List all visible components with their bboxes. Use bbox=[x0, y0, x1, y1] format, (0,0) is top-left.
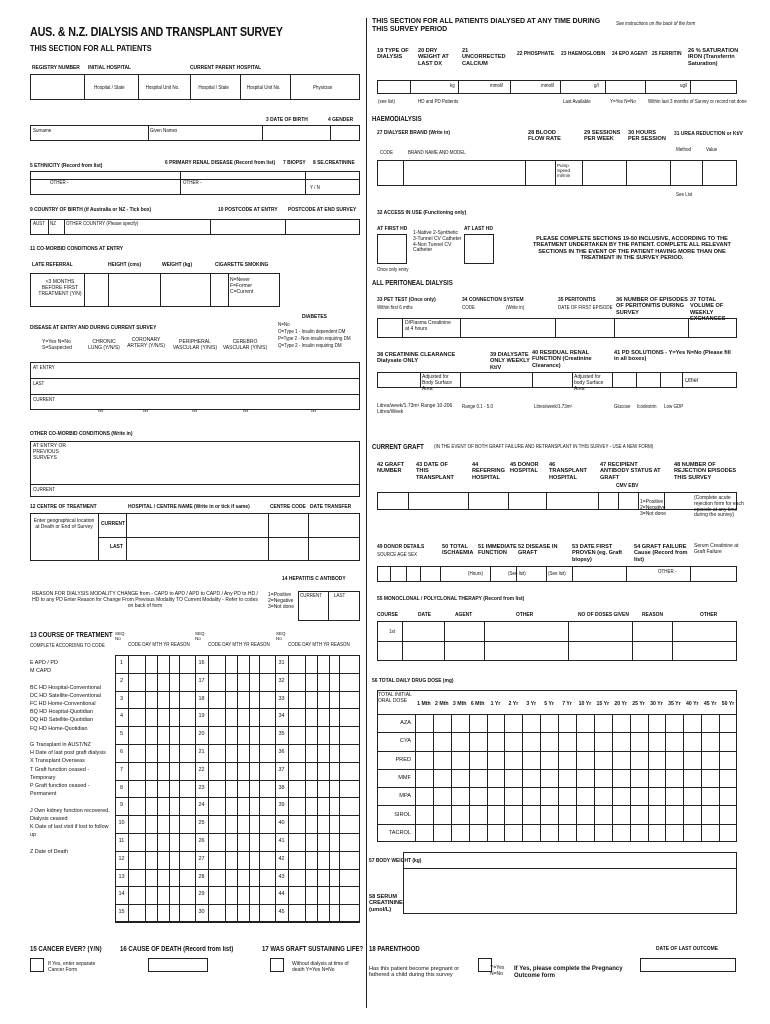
hep-current: CURRENT bbox=[300, 593, 323, 599]
late-referral-label: LATE REFERRAL bbox=[32, 262, 73, 268]
last-centre: LAST bbox=[110, 544, 123, 550]
centre-treatment-label: 12 CENTRE OF TREATMENT bbox=[30, 504, 97, 510]
q51-label: 51 IMMEDIATE FUNCTION bbox=[478, 544, 517, 557]
seq-number: 10 bbox=[118, 820, 125, 827]
treatment-code: DQ HD Satellite-Quotidian bbox=[30, 717, 93, 724]
seq-number: 25 bbox=[198, 820, 205, 827]
seq-number: 44 bbox=[278, 891, 285, 898]
drug-row-label: MPA bbox=[399, 793, 411, 800]
q49-sub: SOURCE AGE SEX bbox=[377, 552, 418, 558]
hospital-centre-label: HOSPITAL / CENTRE NAME (Write in or tick if same) bbox=[128, 504, 250, 510]
glucose-label: Glucose bbox=[614, 404, 631, 410]
time-col-header: 2 Mth bbox=[435, 701, 449, 707]
seq-no-2: SEQ No bbox=[195, 631, 205, 642]
reason-modality: REASON FOR DIALYSIS MODALITY CHANGE from - CAPD to APD / APD to CAPD / Any PD to HD / HD to any PD Enter Reason for Change From Previous Modality TO Current Modality - Refer to codes on back of form bbox=[32, 591, 258, 609]
seq-number: 22 bbox=[198, 766, 205, 773]
treatment-code: P Graft function ceased - Permanent bbox=[30, 783, 90, 798]
once-only: Once only entry bbox=[377, 267, 409, 273]
drug-row-label: AZA bbox=[400, 720, 411, 727]
last-row: LAST bbox=[33, 381, 45, 387]
q34-label: 34 CONNECTION SYSTEM bbox=[462, 297, 524, 303]
treatment-code bbox=[30, 733, 115, 741]
seq-number: 24 bbox=[198, 802, 205, 809]
seq-number: 38 bbox=[278, 784, 285, 791]
drug-row-label: PRED bbox=[395, 756, 411, 763]
treatment-code bbox=[30, 675, 115, 683]
graft-row[interactable] bbox=[377, 492, 737, 510]
seq-number: 6 bbox=[119, 749, 124, 755]
disease-grid[interactable] bbox=[30, 362, 360, 410]
name-box[interactable] bbox=[30, 125, 360, 141]
q24-label: 24 EPO AGENT bbox=[612, 51, 648, 57]
seq-number: 11 bbox=[118, 838, 125, 844]
q40-label: 40 RESIDUAL RENAL FUNCTION (Creatinine Clearance) bbox=[532, 350, 592, 369]
q44-label: 44 REFERRING HOSPITAL bbox=[472, 462, 505, 481]
cause-death-label: 16 CAUSE OF DEATH (Record from list) bbox=[120, 946, 234, 953]
parenthood-label: 18 PARENTHOOD bbox=[369, 946, 420, 953]
geo-location-label: Enter geographical location at Death or End of Survey bbox=[33, 518, 95, 530]
treatment-code: BC HD Hospital-Conventional bbox=[30, 684, 102, 691]
given-names-label: Given Names bbox=[150, 128, 178, 134]
time-col-header: 3 Yr bbox=[526, 701, 537, 707]
q30-label: 30 HOURS PER SESSION bbox=[628, 130, 666, 143]
weight-label: WEIGHT (kg) bbox=[162, 262, 193, 268]
seq-number: 3 bbox=[119, 695, 124, 702]
q26-label: 26 % SATURATION IRON (Transferrin Saturation) bbox=[688, 48, 739, 67]
ethnicity-label: 5 ETHNICITY (Record from list) bbox=[30, 163, 103, 169]
gender-label: 4 GENDER bbox=[328, 117, 354, 123]
parenthood-box[interactable] bbox=[478, 958, 492, 972]
stars-3: *** bbox=[192, 410, 198, 416]
hb-unit: g/l bbox=[594, 83, 599, 89]
seq-number: 21 bbox=[198, 749, 205, 755]
seq-number: 8 bbox=[119, 784, 124, 791]
time-col-header: 3 Mth bbox=[452, 701, 467, 707]
height-label: HEIGHT (cms) bbox=[108, 262, 142, 268]
treatment-code: T Graft function ceased - Temporary bbox=[30, 766, 90, 781]
see-list-disease: (See list) bbox=[548, 571, 566, 577]
calcium-unit: mmol/l bbox=[490, 83, 504, 89]
treatment-code bbox=[30, 798, 115, 806]
date-transfer-label: DATE TRANSFER bbox=[310, 504, 352, 510]
at-entry-row: AT ENTRY bbox=[33, 365, 55, 371]
col-heads-2: CODE DAY MTH YR REASON bbox=[208, 642, 270, 648]
current-comorbid: CURRENT bbox=[33, 487, 56, 493]
seq-number: 16 bbox=[198, 660, 205, 666]
q58-label: 58 SERUM CREATININE (umol/L) bbox=[369, 894, 403, 913]
stars-1: *** bbox=[98, 410, 104, 416]
centre-code-label: CENTRE CODE bbox=[270, 504, 306, 510]
q49-label: 49 DONOR DETAILS bbox=[377, 544, 425, 550]
seq-number: 18 bbox=[198, 695, 205, 702]
course-label: COURSE bbox=[377, 612, 399, 618]
serum-creat-failure: Serum Creatinine at Graft Failure bbox=[694, 543, 739, 555]
treatment-code: BQ HD Hospital-Quotidian bbox=[30, 709, 93, 716]
at-last-hd: AT LAST HD bbox=[464, 226, 493, 232]
q42-label: 42 GRAFT NUMBER bbox=[377, 462, 405, 475]
seq-number: 42 bbox=[278, 855, 285, 862]
access-codes: 1-Native 2-Synthetic 3-Tunnel CV Catheter 4-Non Tunnel CV Catheter bbox=[413, 230, 462, 254]
time-col-header: 40 Yr bbox=[685, 701, 699, 707]
seq-number: 30 bbox=[198, 909, 205, 916]
q19-label: 19 TYPE OF DIALYSIS bbox=[377, 48, 409, 61]
stars-5: *** bbox=[311, 410, 317, 416]
at-entry-prev: AT ENTRY OR PREVIOUS SURVEYS bbox=[33, 443, 66, 461]
hospital-state-1: Hospital / State bbox=[94, 85, 125, 91]
seq-number: 31 bbox=[278, 660, 285, 666]
time-col-header: 50 Yr bbox=[721, 701, 735, 707]
q55-label: 55 MONOCLONAL / POLYCLONAL THERAPY (Record from list) bbox=[377, 596, 525, 602]
kg-unit: kg bbox=[450, 83, 455, 89]
pd-other: Other bbox=[685, 378, 699, 384]
seq-number: 9 bbox=[119, 802, 124, 809]
time-col-header: 35 Yr bbox=[668, 701, 681, 707]
seq-number: 33 bbox=[278, 695, 285, 702]
time-col-header: 1 Mth bbox=[417, 701, 431, 707]
q50-label: 50 TOTAL ISCHAEMIA bbox=[442, 544, 474, 557]
cmv-ebv: CMV EBV bbox=[616, 483, 639, 489]
smoking-codes: N=Never F=Former C=Current bbox=[230, 277, 254, 295]
aust-label: AUST bbox=[33, 221, 46, 227]
ferritin-unit: ug/l bbox=[680, 83, 688, 89]
value-label: Value bbox=[706, 147, 718, 153]
q35-label: 35 PERITONITIS bbox=[558, 297, 596, 303]
registry-number-label: REGISTRY NUMBER bbox=[32, 65, 80, 71]
drug-row-label: MMF bbox=[398, 775, 411, 781]
other-label-2: OTHER bbox=[700, 612, 718, 618]
q46-label: 46 TRANSPLANT HOSPITAL bbox=[549, 462, 587, 481]
haemo-title: HAEMODIALYSIS bbox=[372, 116, 422, 123]
outcome-date-box[interactable] bbox=[640, 958, 736, 972]
col-heads-1: CODE DAY MTH YR REASON bbox=[128, 642, 190, 648]
q25-label: 25 FERRITIN bbox=[652, 51, 682, 57]
current-row: CURRENT bbox=[33, 397, 56, 403]
seq-number: 20 bbox=[198, 731, 205, 738]
surname-label: Surname bbox=[33, 128, 52, 134]
treatment-code: M CAPD bbox=[30, 668, 51, 675]
treatment-code: FQ HD Home-Quotidian bbox=[30, 725, 88, 732]
hospital-unit-2: Hospital Unit No. bbox=[246, 85, 281, 91]
dob-label: 3 DATE OF BIRTH bbox=[266, 117, 308, 123]
renal-other: OTHER - bbox=[183, 180, 202, 186]
treatment-code: K Date of last visit if lost to follow up bbox=[30, 824, 109, 839]
at-first-hd: AT FIRST HD bbox=[377, 226, 408, 232]
seq-number: 15 bbox=[118, 909, 125, 916]
litres-range: Litres/week/1.73m² Range 10-206 Litres/Week bbox=[377, 403, 453, 415]
q43-label: 43 DATE OF THIS TRANSPLANT bbox=[416, 462, 454, 481]
seq-number: 7 bbox=[119, 766, 124, 773]
pd-title: ALL PERITONEAL DIALYSIS bbox=[372, 280, 453, 287]
within-last: Within last 3 months of Survey or record not done bbox=[648, 99, 747, 105]
seq-number: 27 bbox=[198, 855, 205, 862]
treatment-code bbox=[30, 839, 115, 847]
hospital-state-2: Hospital / State bbox=[198, 85, 229, 91]
time-col-header: 5 Yr bbox=[544, 701, 555, 707]
seq-number: 13 bbox=[118, 873, 125, 880]
seq-number: 45 bbox=[278, 909, 285, 916]
seq-number: 5 bbox=[119, 731, 124, 738]
diabetes-code-q: Q=Type 2 - Insulin requiring DM bbox=[278, 343, 342, 349]
hep-last: LAST bbox=[334, 593, 346, 599]
weight-creat-box[interactable] bbox=[403, 852, 737, 914]
time-col-header: 20 Yr bbox=[614, 701, 627, 707]
low-gdp-label: Low GDP bbox=[664, 404, 684, 410]
treatment-code: J Own kidney function recovered. Dialysis ceased bbox=[30, 807, 110, 822]
time-col-header: 6 Mth bbox=[470, 701, 485, 707]
cerebro-label: CEREBRO VASCULAR (Y/N/S) bbox=[222, 339, 268, 351]
q33-label: 33 PET TEST (Once only) bbox=[377, 297, 436, 303]
see-list-dialysis: (see list) bbox=[378, 99, 396, 105]
treatment-code: G Transplant in AUST/NZ bbox=[30, 742, 91, 748]
yes-no-susp: Y=Yes N=No S=Suspected bbox=[42, 339, 72, 351]
q32-label: 32 ACCESS IN USE (Functioning only) bbox=[377, 210, 467, 216]
ethnicity-other: OTHER - bbox=[50, 180, 69, 186]
treatment-code: E APD / PD bbox=[30, 660, 58, 666]
cancer-note: If Yes, enter separate Cancer Form bbox=[48, 961, 96, 973]
seq-number: 34 bbox=[278, 713, 285, 720]
current-parent-hospital-label: CURRENT PARENT HOSPITAL bbox=[190, 65, 262, 71]
initial-hospital-label: INITIAL HOSPITAL bbox=[88, 65, 132, 71]
date-label: DATE bbox=[418, 612, 432, 618]
q53-label: 53 DATE FIRST PROVEN (eg. Graft biopsy) bbox=[572, 544, 623, 563]
graft-life-label: 17 WAS GRAFT SUSTAINING LIFE? bbox=[262, 946, 364, 953]
treatment-codes bbox=[30, 659, 115, 856]
time-col-header: 2 Yr bbox=[508, 701, 519, 707]
parent-codes: Y=Yes N=No bbox=[490, 965, 505, 977]
hospital-unit-1: Hospital Unit No. bbox=[145, 85, 180, 91]
physician-label: Physician bbox=[312, 85, 333, 91]
seq-number: 28 bbox=[198, 873, 205, 880]
treatment-code: DC HD Satellite-Conventional bbox=[30, 692, 102, 699]
peripheral-label: PERIPHERAL VASCULAR (Y/N/S) bbox=[172, 339, 218, 351]
biopsy-label: 7 BIOPSY bbox=[283, 160, 306, 166]
date-last-outcome: DATE OF LAST OUTCOME bbox=[656, 946, 718, 952]
treatment-code: FC HD Home-Conventional bbox=[30, 701, 96, 707]
seq-number: 29 bbox=[198, 891, 205, 898]
kt-range: Range 0.1 - 5.0 bbox=[462, 404, 494, 410]
q34-write: (Write in) bbox=[506, 305, 525, 311]
seq-number: 35 bbox=[278, 731, 285, 738]
adj-bsa-2: Adjusted for body Surface Area bbox=[574, 374, 604, 392]
q38-label: 38 CREATININE CLEARANCE Dialysate ONLY bbox=[377, 352, 456, 365]
q39-label: 39 DIALYSATE ONLY WEEKLY Kt/V bbox=[490, 352, 530, 371]
seq-number: 39 bbox=[278, 802, 285, 809]
drug-row-label: CYA bbox=[399, 738, 411, 745]
seq-number: 19 bbox=[198, 713, 205, 720]
seq-number: 40 bbox=[278, 820, 285, 827]
method-label: Method bbox=[676, 147, 692, 153]
dp-plasma: D/Plasma Creatinine at 4 hours bbox=[405, 320, 451, 332]
hep-c-label: 14 HEPATITIS C ANTIBODY bbox=[282, 576, 346, 582]
parent-note: If Yes, please complete the Pregnancy Outcome form bbox=[514, 966, 623, 979]
nz-label: NZ bbox=[50, 221, 57, 227]
biopsy-yn: Y / N bbox=[310, 185, 320, 191]
q54-label: 54 GRAFT FAILURE Cause (Record from list) bbox=[634, 544, 688, 563]
diabetes-code-o: O=Type 1 - Insulin dependent DM bbox=[278, 329, 346, 335]
brand-model-label: BRAND NAME AND MODEL bbox=[408, 150, 466, 156]
time-col-header: 7 Yr bbox=[562, 701, 572, 707]
seq-no-3: SEQ No bbox=[276, 631, 286, 642]
other-label-1: OTHER bbox=[516, 612, 534, 618]
chronic-lung-label: CHRONIC LUNG (Y/N/S) bbox=[88, 339, 120, 351]
seq-number: 32 bbox=[278, 677, 285, 684]
q27-label: 27 DIALYSER BRAND (Write in) bbox=[377, 130, 451, 136]
stars-4: *** bbox=[243, 410, 249, 416]
q34-code: CODE bbox=[462, 305, 476, 311]
seq-number: 23 bbox=[198, 784, 205, 791]
q37-label: 37 TOTAL VOLUME OF WEEKLY EXCHANGES bbox=[690, 297, 726, 323]
see-instructions: See instructions on the back of the form bbox=[616, 21, 696, 27]
doses-label: NO OF DOSES GIVEN bbox=[578, 612, 629, 618]
q22-label: 22 PHOSPHATE bbox=[517, 51, 555, 57]
seq-number: 1 bbox=[119, 660, 124, 666]
comorbid-title: 11 CO-MORBID CONDITIONS AT ENTRY bbox=[30, 246, 124, 252]
q48-label: 48 NUMBER OF REJECTION EPISODES THIS SURVEY bbox=[674, 462, 737, 481]
time-col-header: 15 Yr bbox=[596, 701, 610, 707]
course-title: 13 COURSE OF TREATMENT bbox=[30, 632, 113, 639]
hep-codes: 1=Positive 2=Negative 3=Not done bbox=[268, 592, 294, 610]
cancer-label: 15 CANCER EVER? (Y/N) bbox=[30, 946, 102, 953]
treatment-code: X Transplant Overseas bbox=[30, 758, 85, 765]
failure-other: OTHER - bbox=[658, 569, 677, 575]
col-heads-3: CODE DAY MTH YR REASON bbox=[288, 642, 350, 648]
other-comorbid-label: OTHER CO-MORBID CONDITIONS (Write in) bbox=[30, 431, 133, 437]
seq-number: 26 bbox=[198, 838, 205, 844]
q56-label: 56 TOTAL DAILY DRUG DOSE (mg) bbox=[372, 678, 454, 684]
seq-no-1: SEQ No bbox=[115, 631, 125, 642]
q28-label: 28 BLOOD FLOW RATE bbox=[528, 130, 561, 143]
form-title: AUS. & N.Z. DIALYSIS AND TRANSPLANT SURVEY bbox=[30, 25, 283, 39]
q41-label: 41 PD SOLUTIONS - Y=Yes N=No (Please fill in all boxes) bbox=[614, 350, 731, 363]
drug-row-label: TACROL bbox=[388, 829, 411, 836]
cancer-box[interactable] bbox=[30, 958, 44, 972]
disease-entry-label: DISEASE AT ENTRY AND DURING CURRENT SURVEY bbox=[30, 325, 157, 331]
q23-label: 23 HAEMOGLOBIN bbox=[561, 51, 606, 57]
parenthood-question: Has this patient become pregnant or fathered a child during this survey bbox=[369, 966, 460, 979]
se-creatinine-label: 8 SE.CREATININE bbox=[313, 160, 355, 166]
country-birth-label: 9 COUNTRY OF BIRTH (if Australia or NZ - Tick box) bbox=[30, 207, 152, 213]
q35-sub: DATE OF FIRST EPISODE bbox=[558, 305, 613, 311]
q47-label: 47 RECIPIENT ANTIBODY STATUS AT GRAFT bbox=[600, 462, 661, 481]
q57-label: 57 BODY WEIGHT (kg) bbox=[369, 858, 422, 864]
phosphate-unit: mmol/l bbox=[541, 83, 555, 89]
primary-renal-label: 6 PRIMARY RENAL DISEASE (Record from list) bbox=[165, 160, 276, 166]
seq-number: 41 bbox=[278, 838, 285, 844]
q31-label: 31 UREA REDUCTION or Kt/V bbox=[674, 131, 743, 137]
seq-number: 4 bbox=[119, 713, 124, 720]
coronary-label: CORONARY ARTERY (Y/N/S) bbox=[127, 337, 165, 349]
seq-number: 37 bbox=[278, 766, 285, 773]
dialysed-title: THIS SECTION FOR ALL PATIENTS DIALYSED AT ANY TIME DURING THIS SURVEY PERIOD bbox=[372, 18, 601, 34]
seq-grid bbox=[115, 655, 360, 922]
seq-number: 12 bbox=[118, 855, 125, 862]
current-centre: CURRENT bbox=[101, 521, 126, 527]
seq-number: 2 bbox=[119, 677, 124, 684]
adj-bsa: Adjusted for Body Surface Area bbox=[422, 374, 453, 392]
complete-code: COMPLETE ACCORDING TO CODE bbox=[30, 643, 105, 649]
q21-label: 21 UNCORRECTED CALCIUM bbox=[462, 48, 506, 67]
first-hd-box[interactable] bbox=[377, 234, 407, 264]
q36-label: 36 NUMBER OF EPISODES OF PERITONITIS DURING SURVEY bbox=[616, 297, 688, 316]
three-months-label: <3 MONTHS BEFORE FIRST TREATMENT (Y/N) bbox=[38, 279, 82, 297]
hd-pd-patients: HD and PD Patients bbox=[418, 99, 459, 105]
agent-label: AGENT bbox=[455, 612, 473, 618]
q20-label: 20 DRY WEIGHT AT LAST DX bbox=[418, 48, 449, 67]
q33-sub: Within first 6 mths bbox=[377, 305, 413, 311]
first-course: 1st bbox=[389, 629, 396, 635]
acute-rejection: (Complete acute rejection form for each episode at any time during the survey) bbox=[694, 495, 744, 519]
graft-life-box[interactable] bbox=[270, 958, 284, 972]
total-initial: TOTAL INITIAL ORAL DOSE bbox=[378, 692, 412, 704]
cig-smoking-label: CIGARETTE SMOKING bbox=[215, 262, 269, 268]
diabetes-code-n: N=No bbox=[278, 322, 290, 328]
postcode-end-label: POSTCODE AT END SURVEY bbox=[288, 207, 357, 213]
last-available: Last Available bbox=[563, 99, 591, 105]
code-label: CODE bbox=[380, 150, 394, 156]
q29-label: 29 SESSIONS PER WEEK bbox=[584, 130, 621, 143]
postcode-entry-label: 10 POSTCODE AT ENTRY bbox=[218, 207, 278, 213]
see-list-graft: (See list) bbox=[508, 571, 526, 577]
antibody-codes: 1=Positive 2=Negative 3=Not done bbox=[640, 499, 666, 517]
seq-number: 17 bbox=[198, 677, 205, 684]
graft-life-note: Without dialysis at time of death Y=Yes N=No bbox=[292, 961, 349, 973]
time-col-header: 10 Yr bbox=[578, 701, 592, 707]
diabetes-label: DIABETES bbox=[302, 314, 327, 320]
litres-week: Litres/week/1.73m² bbox=[534, 404, 573, 410]
drug-dose-table[interactable] bbox=[377, 690, 737, 842]
time-col-header: 45 Yr bbox=[703, 701, 717, 707]
diabetes-code-p: P=Type 2 - Non-insulin requiring DM bbox=[278, 336, 351, 342]
seq-number: 14 bbox=[118, 891, 125, 898]
reason-label: REASON bbox=[642, 612, 664, 618]
patients-section-title: THIS SECTION FOR ALL PATIENTS bbox=[30, 43, 152, 53]
q45-label: 45 DONOR HOSPITAL bbox=[510, 462, 539, 475]
drug-row-label: SIROL bbox=[394, 811, 411, 818]
graft-title: CURRENT GRAFT bbox=[372, 444, 424, 451]
treatment-code: H Date of last post graft dialysis bbox=[30, 750, 106, 757]
pump-speed: Pump Speed ml/min bbox=[557, 163, 571, 179]
time-col-header: 25 Yr bbox=[632, 701, 645, 707]
hours-label: (Hours) bbox=[468, 571, 484, 577]
other-country-label: OTHER COUNTRY (Please specify) bbox=[66, 221, 139, 227]
seq-number: 36 bbox=[278, 749, 285, 755]
icodextrin-label: Icodextrin bbox=[637, 404, 657, 410]
stars-2: *** bbox=[143, 410, 149, 416]
time-col-header: 30 Yr bbox=[650, 701, 663, 707]
epo-yes-no: Y=Yes N=No bbox=[610, 99, 636, 105]
graft-note: (IN THE EVENT OF BOTH GRAFT FAILURE AND RETRANSPLANT IN THIS SURVEY - USE A NEW FORM) bbox=[434, 444, 654, 450]
treatment-code: Z Date of Death bbox=[30, 848, 69, 855]
complete-note: PLEASE COMPLETE SECTIONS 19-50 INCLUSIVE, ACCORDING TO THE TREATMENT UNDERTAKEN BY THE PATIENT. COMPLETE ALL RELEVANT SECTIONS IN THE EVENT OF THE PATIENT HAVING MORE THAN ONE TREATMENT IN THE SURVEY PERIOD. bbox=[533, 236, 731, 262]
time-col-header: 1 Yr bbox=[490, 701, 501, 707]
seq-number: 43 bbox=[278, 873, 285, 880]
see-list-urea: See List bbox=[676, 192, 693, 198]
q52-label: 52 DISEASE IN GRAFT bbox=[518, 544, 558, 557]
last-hd-box[interactable] bbox=[464, 234, 494, 264]
cause-death-box[interactable] bbox=[148, 958, 208, 972]
